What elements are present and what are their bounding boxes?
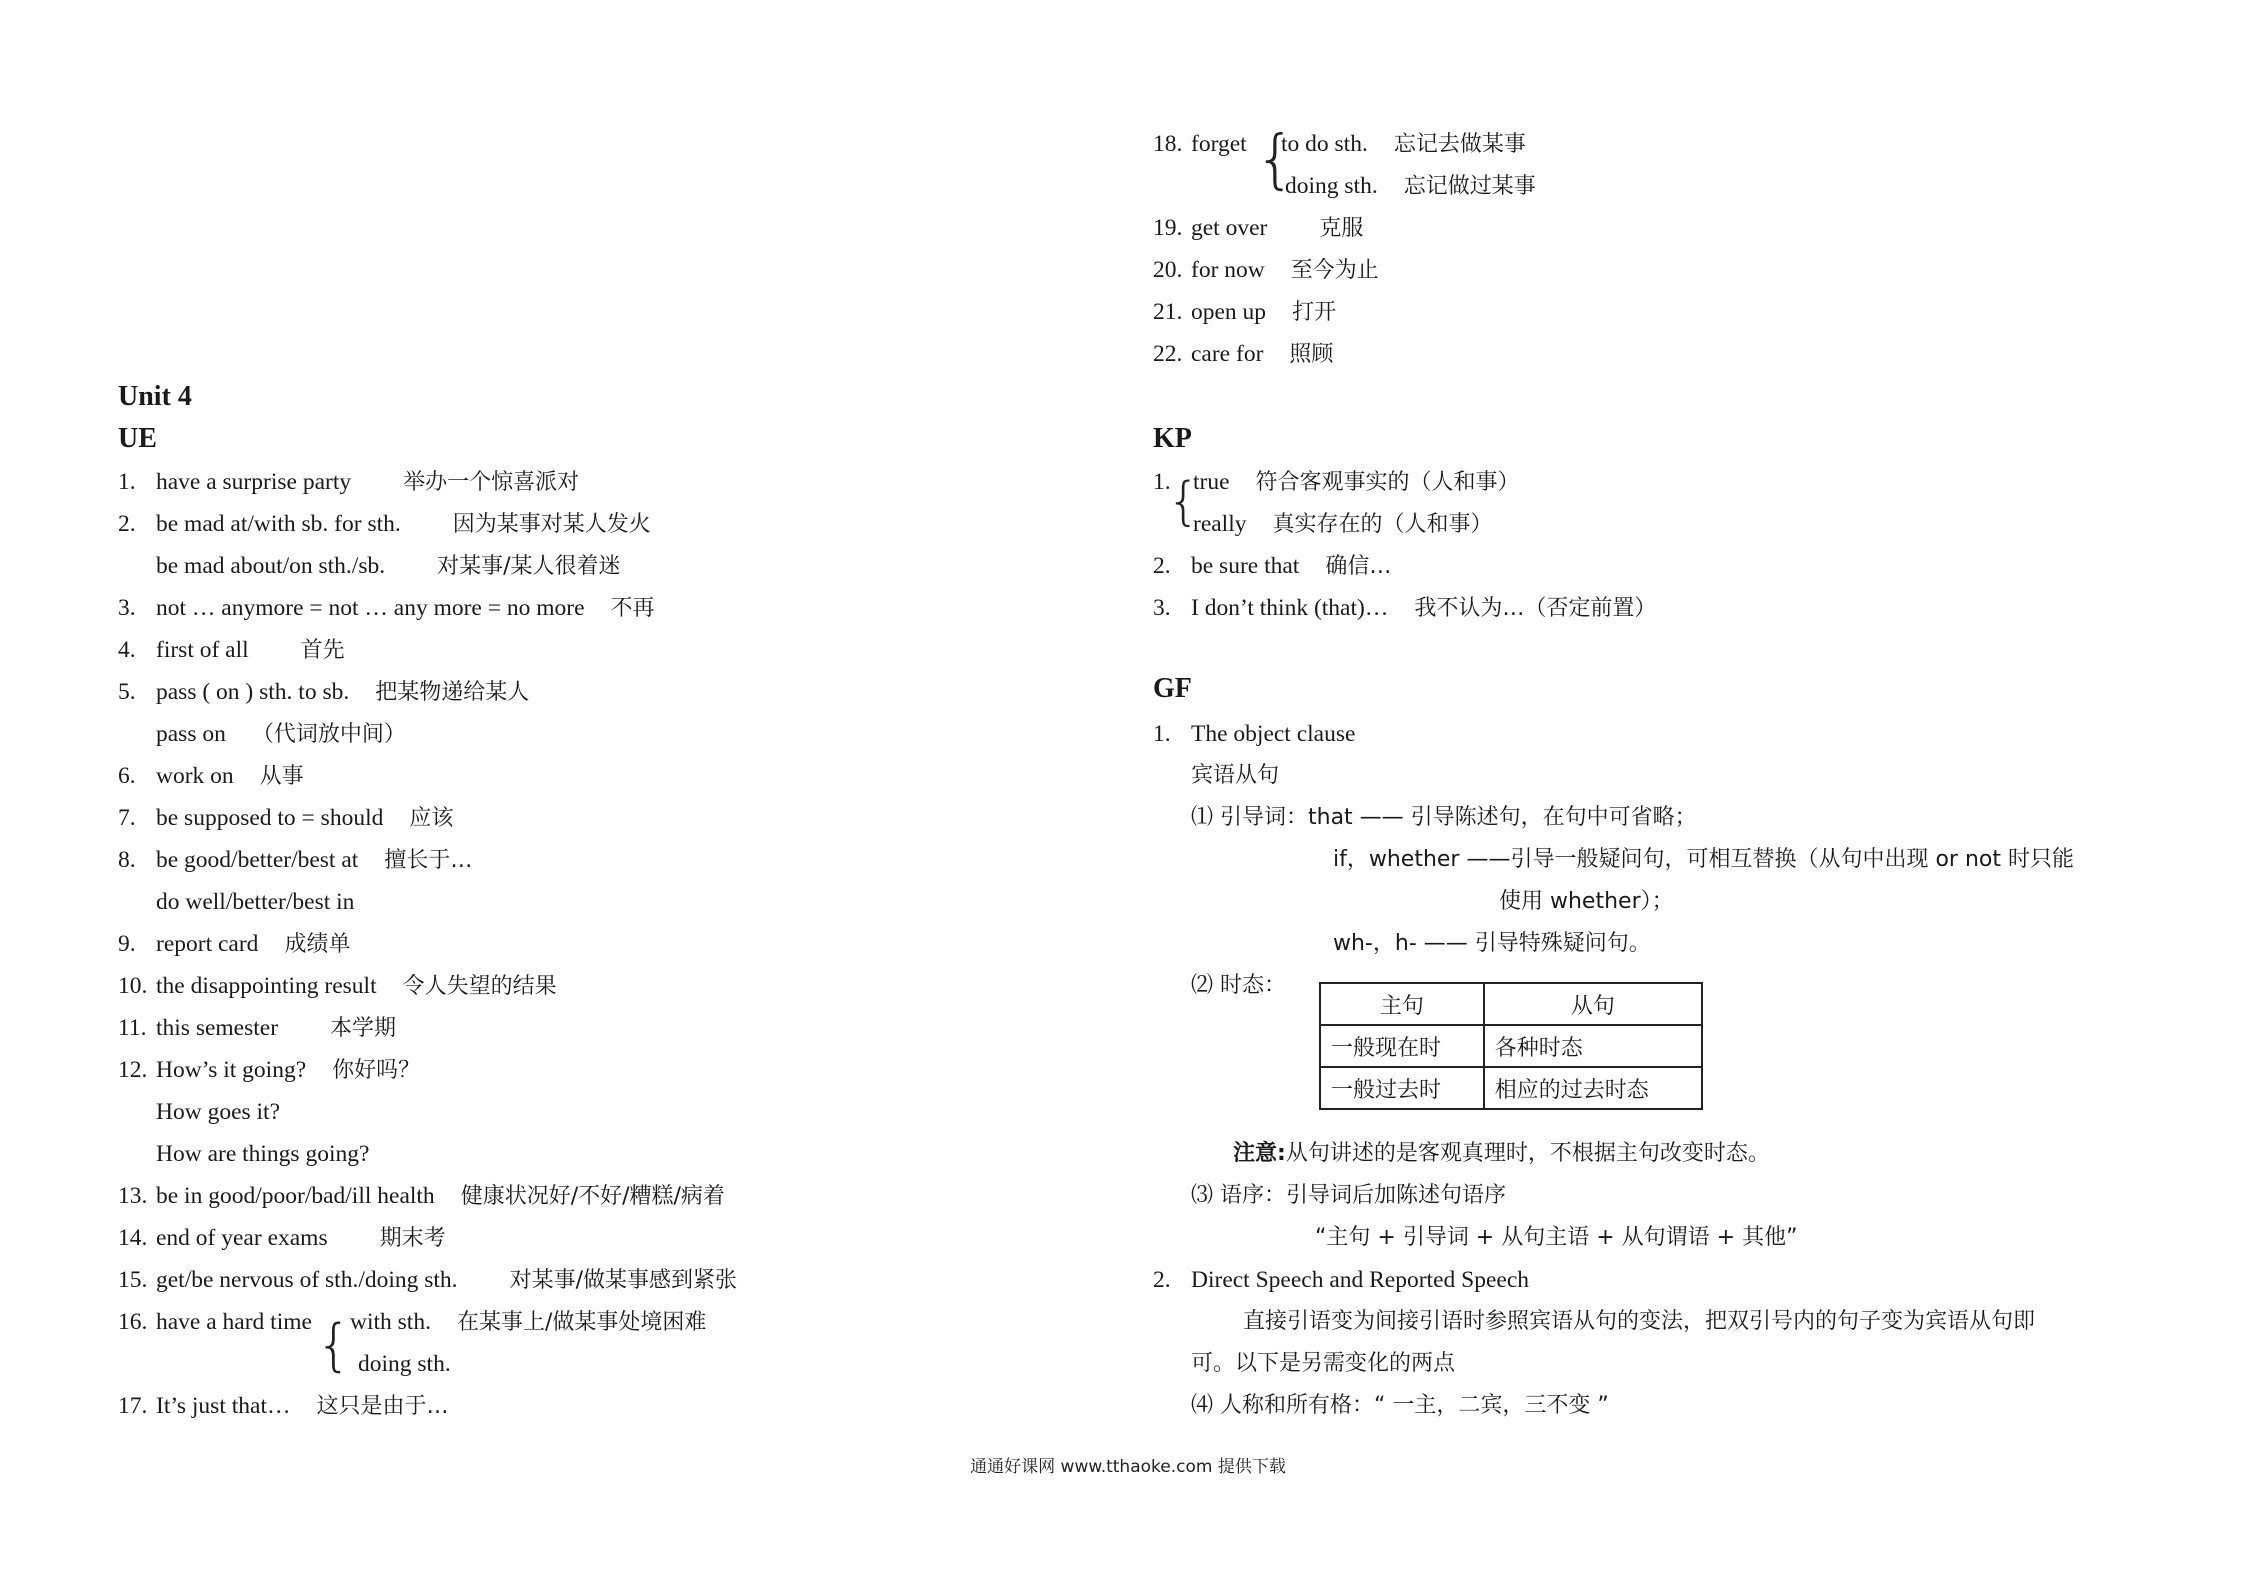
paragraph: “主句 + 引导词 + 从句主语 + 从句谓语 + 其他” [1315, 1225, 1798, 1250]
list-item-sub: true 符合客观事实的（人和事） [1193, 469, 1520, 495]
list-item: 11. this semester 本学期 [118, 1015, 397, 1041]
section-gf-heading: GF [1153, 673, 1192, 704]
list-item: 2. be mad at/with sb. for sth. 因为某事对某人发火 [118, 511, 651, 537]
list-item: 1. [1153, 469, 1171, 495]
table-row [1320, 1025, 1702, 1067]
list-item: 4. first of all 首先 [118, 637, 345, 663]
list-item: 22. care for 照顾 [1153, 341, 1334, 367]
section-ue-heading: UE [118, 423, 157, 454]
list-item: 16. have a hard time [118, 1309, 312, 1335]
list-item-sub: really 真实存在的（人和事） [1193, 511, 1493, 537]
table-cell: 相应的过去时态 [1484, 1067, 1702, 1109]
paragraph: wh-，h- —— 引导特殊疑问句。 [1333, 931, 1651, 956]
list-item: 6. work on 从事 [118, 763, 304, 789]
list-item: How goes it? [156, 1099, 281, 1125]
table-row [1320, 1067, 1702, 1109]
note: 注意:从句讲述的是客观真理时，不根据主句改变时态。 [1233, 1141, 1770, 1166]
list-item: 15. get/be nervous of sth./doing sth. 对某事/做某事感到紧张 [118, 1267, 737, 1293]
table-cell: 一般现在时 [1320, 1025, 1484, 1067]
list-item: 3. not … anymore = not … any more = no more 不再 [118, 595, 655, 621]
list-item: pass on （代词放中间） [156, 721, 406, 747]
list-item: 14. end of year exams 期末考 [118, 1225, 446, 1251]
brace-icon: { [1255, 123, 1296, 197]
list-item: 17. It’s just that… 这只是由于… [118, 1393, 449, 1419]
list-item-sub: 宾语从句 [1191, 763, 1280, 788]
table-header-cell: 主句 [1320, 983, 1484, 1025]
paragraph: 使用 whether）； [1499, 889, 1674, 914]
tense-table [1319, 982, 1703, 1110]
brace-icon: { [316, 1313, 352, 1378]
paragraph: ⑷ 人称和所有格：“ 一主，二宾，三不变 ” [1191, 1393, 1609, 1418]
list-item: 1. have a surprise party 举办一个惊喜派对 [118, 469, 580, 495]
list-item-sub: doing sth. [358, 1351, 451, 1377]
list-item: 5. pass ( on ) sth. to sb. 把某物递给某人 [118, 679, 530, 705]
list-item-sub: to do sth. 忘记去做某事 [1281, 131, 1526, 157]
list-item: 3. I don’t think (that)… 我不认为…（否定前置） [1153, 595, 1657, 621]
paragraph: ⑴ 引导词：that —— 引导陈述句，在句中可省略； [1191, 805, 1697, 830]
paragraph: ⑵ 时态： [1191, 973, 1286, 998]
section-kp-heading: KP [1153, 423, 1192, 454]
list-item: How are things going? [156, 1141, 370, 1167]
list-item-sub: doing sth. 忘记做过某事 [1285, 173, 1536, 199]
list-item: 18. forget [1153, 131, 1247, 157]
list-item: 1. The object clause [1153, 721, 1356, 747]
list-item: 9. report card 成绩单 [118, 931, 351, 957]
list-item: be mad about/on sth./sb. 对某事/某人很着迷 [156, 553, 621, 579]
list-item: 7. be supposed to = should 应该 [118, 805, 454, 831]
paragraph: 直接引语变为间接引语时参照宾语从句的变法，把双引号内的句子变为宾语从句即 [1243, 1309, 2036, 1334]
page-footer: 通通好课网 www.tthaoke.com 提供下载 [970, 1457, 1286, 1477]
unit-title: Unit 4 [118, 381, 192, 412]
list-item: 13. be in good/poor/bad/ill health 健康状况好/不好/糟糕/病着 [118, 1183, 725, 1209]
table-row [1320, 983, 1702, 1025]
list-item: 2. Direct Speech and Reported Speech [1153, 1267, 1530, 1293]
list-item: 20. for now 至今为止 [1153, 257, 1379, 283]
list-item: 8. be good/better/best at 擅长于… [118, 847, 473, 873]
paragraph: ⑶ 语序：引导词后加陈述句语序 [1191, 1183, 1506, 1208]
list-item: 21. open up 打开 [1153, 299, 1337, 325]
list-item-sub: with sth. 在某事上/做某事处境困难 [350, 1309, 707, 1335]
list-item: do well/better/best in [156, 889, 355, 915]
table-cell: 一般过去时 [1320, 1067, 1484, 1109]
list-item: 10. the disappointing result 令人失望的结果 [118, 973, 557, 999]
list-item: 2. be sure that 确信… [1153, 553, 1392, 579]
list-item: 19. get over 克服 [1153, 215, 1364, 241]
brace-icon: { [1167, 472, 1201, 532]
table-header-cell: 从句 [1484, 983, 1702, 1025]
paragraph: if，whether ——引导一般疑问句，可相互替换（从句中出现 or not 时只能 [1333, 847, 2074, 872]
list-item: 12. How’s it going? 你好吗？ [118, 1057, 421, 1083]
paragraph: 可。以下是另需变化的两点 [1191, 1351, 1456, 1376]
table-cell: 各种时态 [1484, 1025, 1702, 1067]
